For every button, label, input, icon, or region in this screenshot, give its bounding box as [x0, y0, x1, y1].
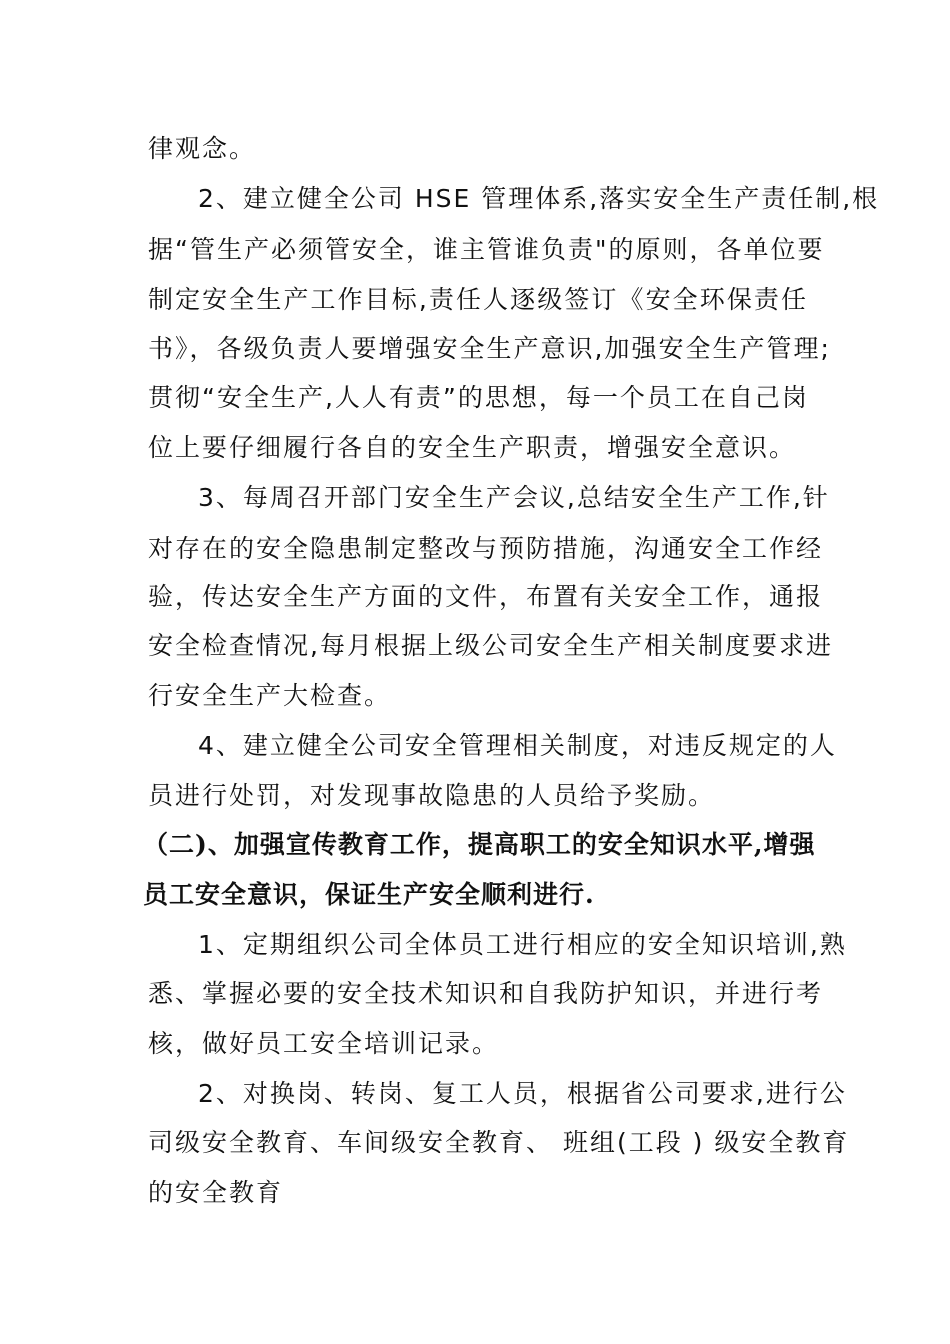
paragraph-line: 1、定期组织公司全体员工进行相应的安全知识培训,熟 — [198, 930, 847, 959]
paragraph-line: 制定安全生产工作目标,责任人逐级签订《安全环保责任 — [148, 285, 808, 314]
paragraph-line: 4、建立健全公司安全管理相关制度，对违反规定的人 — [198, 731, 837, 760]
paragraph-line: 对存在的安全隐患制定整改与预防措施，沟通安全工作经 — [148, 534, 824, 563]
paragraph-line: 位上要仔细履行各自的安全生产职责，增强安全意识。 — [148, 433, 797, 462]
paragraph-line: 律观念。 — [148, 134, 257, 163]
section-heading: 员工安全意识，保证生产安全顺利进行. — [143, 880, 595, 909]
paragraph-line: 核，做好员工安全培训记录。 — [148, 1029, 500, 1058]
paragraph-line: 安全检查情况,每月根据上级公司安全生产相关制度要求进 — [148, 631, 833, 660]
paragraph-line: 司级安全教育、车间级安全教育、 班组(工段 ) 级安全教育 — [148, 1128, 850, 1157]
paragraph-line: 验，传达安全生产方面的文件，布置有关安全工作，通报 — [148, 582, 824, 611]
section-heading: （二)、加强宣传教育工作，提高职工的安全知识水平,增强 — [143, 830, 816, 859]
paragraph-line: 贯彻“安全生产,人人有责”的思想，每一个员工在自己岗 — [148, 383, 809, 412]
paragraph-line: 2、建立健全公司 HSE 管理体系,落实安全生产责任制,根 — [198, 184, 880, 213]
paragraph-line: 书》，各级负责人要增强安全生产意识,加强安全生产管理; — [148, 334, 831, 363]
paragraph-line: 的安全教育 — [148, 1178, 284, 1207]
paragraph-line: 据“管生产必须管安全，谁主管谁负责"的原则，各单位要 — [148, 235, 825, 264]
paragraph-line: 员进行处罚，对发现事故隐患的人员给予奖励。 — [148, 781, 716, 810]
paragraph-line: 行安全生产大检查。 — [148, 681, 392, 710]
paragraph-line: 2、对换岗、转岗、复工人员，根据省公司要求,进行公 — [198, 1079, 847, 1108]
paragraph-line: 3、每周召开部门安全生产会议,总结安全生产工作,针 — [198, 483, 830, 512]
paragraph-line: 悉、掌握必要的安全技术知识和自我防护知识，并进行考 — [148, 979, 824, 1008]
